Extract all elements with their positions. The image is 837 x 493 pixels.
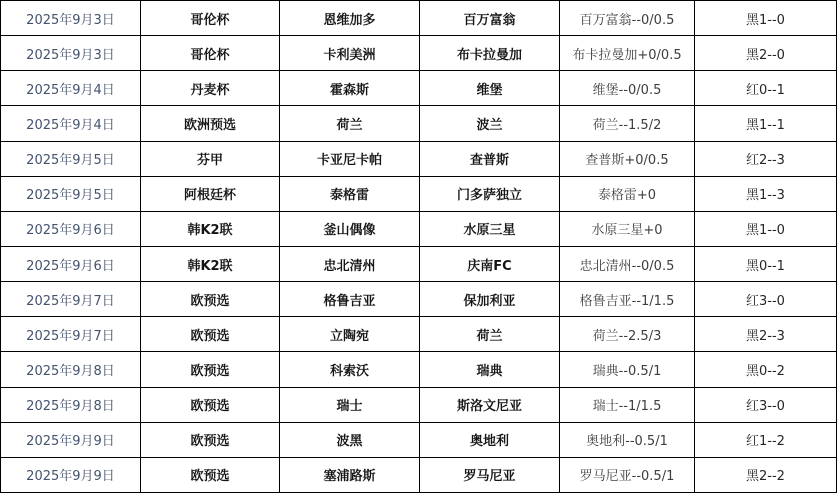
- cell-result[interactable]: 黑0--1: [695, 247, 837, 282]
- cell-handicap[interactable]: 奥地利--0.5/1: [560, 423, 695, 458]
- cell-league[interactable]: 哥伦杯: [141, 36, 280, 71]
- cell-result[interactable]: 红0--1: [695, 71, 837, 106]
- cell-date[interactable]: 2025年9月4日: [1, 106, 141, 141]
- cell-handicap[interactable]: 瑞典--0.5/1: [560, 352, 695, 387]
- cell-home-team[interactable]: 塞浦路斯: [280, 458, 420, 493]
- cell-league[interactable]: 欧预选: [141, 317, 280, 352]
- cell-away-team[interactable]: 庆南FC: [420, 247, 560, 282]
- cell-date[interactable]: 2025年9月3日: [1, 1, 141, 36]
- cell-handicap[interactable]: 水原三星+0: [560, 212, 695, 247]
- cell-league[interactable]: 韩K2联: [141, 247, 280, 282]
- cell-date[interactable]: 2025年9月5日: [1, 177, 141, 212]
- cell-date[interactable]: 2025年9月9日: [1, 423, 141, 458]
- cell-home-team[interactable]: 立陶宛: [280, 317, 420, 352]
- cell-result[interactable]: 黑1--1: [695, 106, 837, 141]
- cell-result[interactable]: 黑0--2: [695, 352, 837, 387]
- cell-league[interactable]: 欧预选: [141, 352, 280, 387]
- cell-home-team[interactable]: 荷兰: [280, 106, 420, 141]
- cell-result[interactable]: 红3--0: [695, 388, 837, 423]
- cell-result[interactable]: 黑1--3: [695, 177, 837, 212]
- cell-home-team[interactable]: 波黑: [280, 423, 420, 458]
- cell-home-team[interactable]: 泰格雷: [280, 177, 420, 212]
- cell-away-team[interactable]: 斯洛文尼亚: [420, 388, 560, 423]
- cell-date[interactable]: 2025年9月4日: [1, 71, 141, 106]
- cell-result[interactable]: 红1--2: [695, 423, 837, 458]
- cell-league[interactable]: 欧预选: [141, 423, 280, 458]
- cell-date[interactable]: 2025年9月6日: [1, 247, 141, 282]
- cell-result[interactable]: 黑1--0: [695, 1, 837, 36]
- cell-handicap[interactable]: 瑞士--1/1.5: [560, 388, 695, 423]
- cell-league[interactable]: 阿根廷杯: [141, 177, 280, 212]
- cell-league[interactable]: 哥伦杯: [141, 1, 280, 36]
- cell-away-team[interactable]: 水原三星: [420, 212, 560, 247]
- cell-date[interactable]: 2025年9月7日: [1, 282, 141, 317]
- cell-handicap[interactable]: 布卡拉曼加+0/0.5: [560, 36, 695, 71]
- cell-handicap[interactable]: 查普斯+0/0.5: [560, 142, 695, 177]
- cell-away-team[interactable]: 查普斯: [420, 142, 560, 177]
- cell-result[interactable]: 黑2--2: [695, 458, 837, 493]
- cell-result[interactable]: 黑1--0: [695, 212, 837, 247]
- cell-away-team[interactable]: 波兰: [420, 106, 560, 141]
- cell-handicap[interactable]: 百万富翁--0/0.5: [560, 1, 695, 36]
- cell-away-team[interactable]: 门多萨独立: [420, 177, 560, 212]
- cell-home-team[interactable]: 卡亚尼卡帕: [280, 142, 420, 177]
- cell-home-team[interactable]: 格鲁吉亚: [280, 282, 420, 317]
- cell-home-team[interactable]: 恩维加多: [280, 1, 420, 36]
- cell-league[interactable]: 欧预选: [141, 458, 280, 493]
- cell-date[interactable]: 2025年9月7日: [1, 317, 141, 352]
- cell-away-team[interactable]: 罗马尼亚: [420, 458, 560, 493]
- cell-date[interactable]: 2025年9月9日: [1, 458, 141, 493]
- cell-away-team[interactable]: 布卡拉曼加: [420, 36, 560, 71]
- cell-date[interactable]: 2025年9月8日: [1, 388, 141, 423]
- cell-home-team[interactable]: 卡利美洲: [280, 36, 420, 71]
- cell-result[interactable]: 红3--0: [695, 282, 837, 317]
- cell-handicap[interactable]: 荷兰--2.5/3: [560, 317, 695, 352]
- cell-home-team[interactable]: 科索沃: [280, 352, 420, 387]
- cell-date[interactable]: 2025年9月5日: [1, 142, 141, 177]
- cell-handicap[interactable]: 荷兰--1.5/2: [560, 106, 695, 141]
- cell-result[interactable]: 黑2--0: [695, 36, 837, 71]
- cell-date[interactable]: 2025年9月6日: [1, 212, 141, 247]
- cell-away-team[interactable]: 荷兰: [420, 317, 560, 352]
- cell-away-team[interactable]: 瑞典: [420, 352, 560, 387]
- cell-league[interactable]: 丹麦杯: [141, 71, 280, 106]
- cell-result[interactable]: 黑2--3: [695, 317, 837, 352]
- cell-date[interactable]: 2025年9月8日: [1, 352, 141, 387]
- cell-league[interactable]: 欧洲预选: [141, 106, 280, 141]
- cell-league[interactable]: 欧预选: [141, 282, 280, 317]
- cell-handicap[interactable]: 泰格雷+0: [560, 177, 695, 212]
- cell-away-team[interactable]: 百万富翁: [420, 1, 560, 36]
- cell-handicap[interactable]: 忠北清州--0/0.5: [560, 247, 695, 282]
- cell-result[interactable]: 红2--3: [695, 142, 837, 177]
- cell-home-team[interactable]: 忠北清州: [280, 247, 420, 282]
- cell-handicap[interactable]: 维堡--0/0.5: [560, 71, 695, 106]
- cell-date[interactable]: 2025年9月3日: [1, 36, 141, 71]
- cell-handicap[interactable]: 格鲁吉亚--1/1.5: [560, 282, 695, 317]
- cell-handicap[interactable]: 罗马尼亚--0.5/1: [560, 458, 695, 493]
- cell-away-team[interactable]: 维堡: [420, 71, 560, 106]
- cell-league[interactable]: 欧预选: [141, 388, 280, 423]
- cell-league[interactable]: 芬甲: [141, 142, 280, 177]
- cell-home-team[interactable]: 霍森斯: [280, 71, 420, 106]
- cell-away-team[interactable]: 保加利亚: [420, 282, 560, 317]
- cell-home-team[interactable]: 釜山偶像: [280, 212, 420, 247]
- cell-away-team[interactable]: 奥地利: [420, 423, 560, 458]
- cell-league[interactable]: 韩K2联: [141, 212, 280, 247]
- cell-home-team[interactable]: 瑞士: [280, 388, 420, 423]
